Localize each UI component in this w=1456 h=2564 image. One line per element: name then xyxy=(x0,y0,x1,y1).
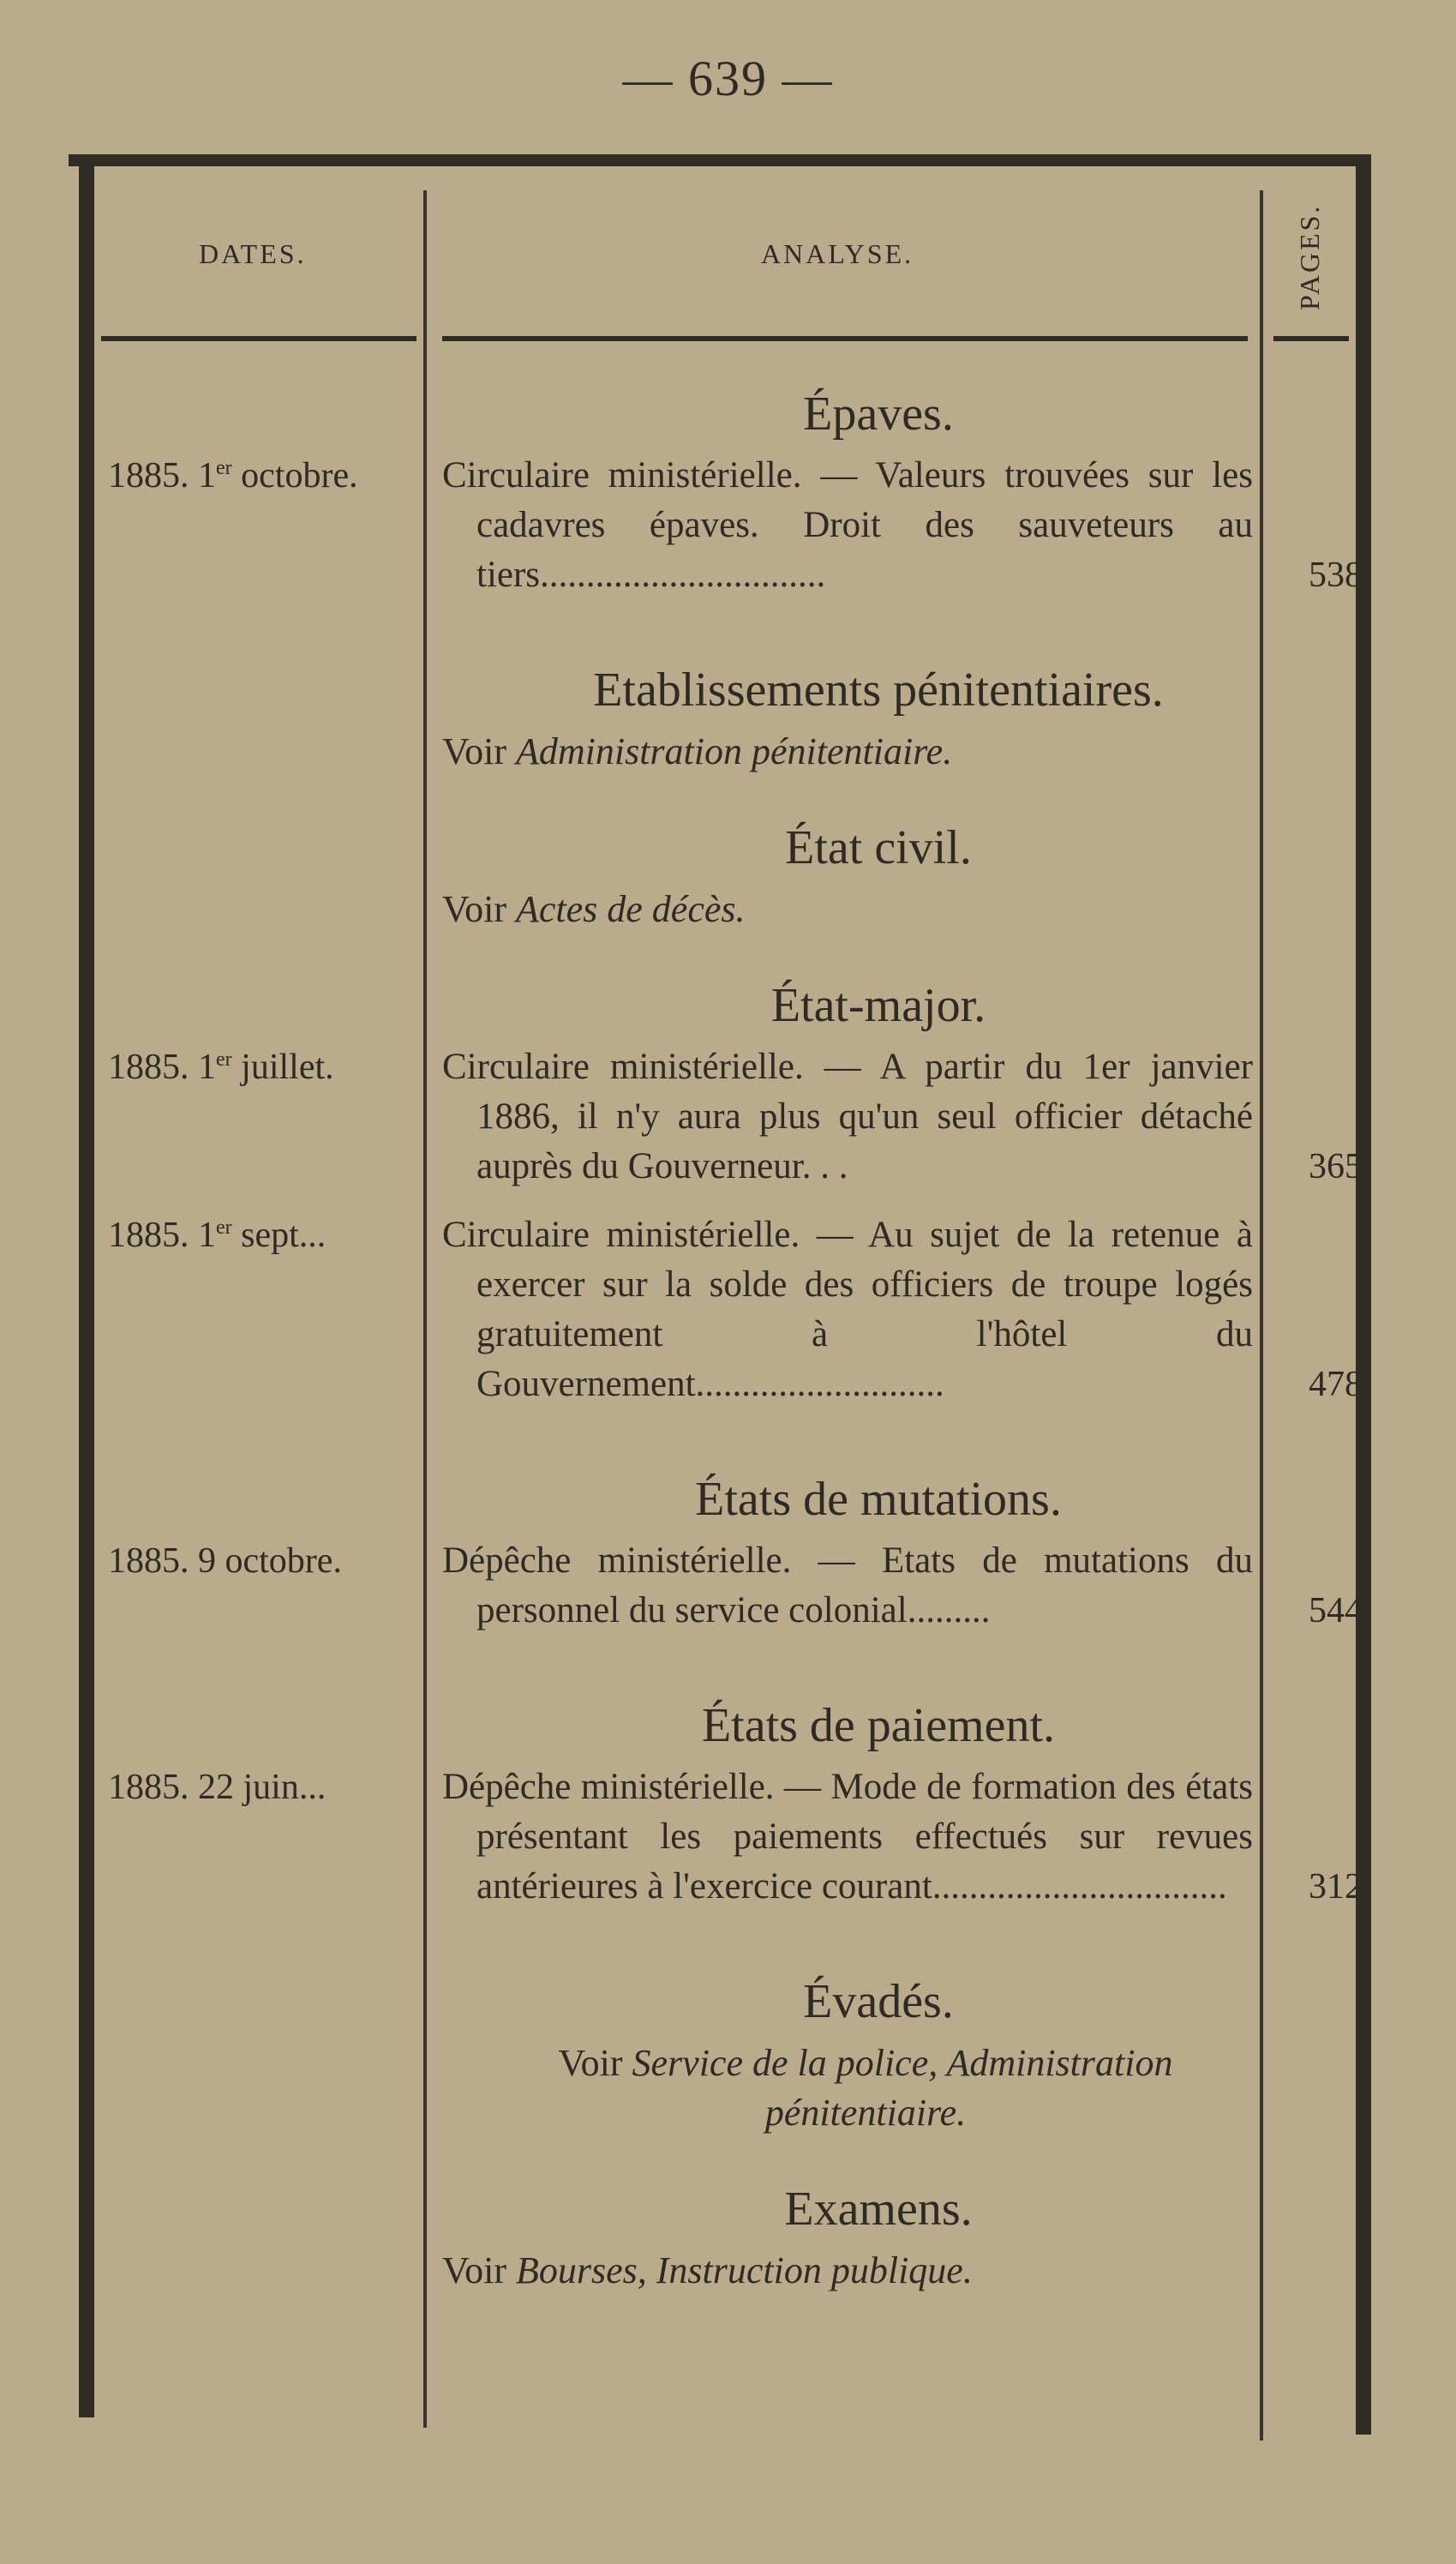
see-reference: Voir Administration pénitentiaire. xyxy=(442,730,953,772)
page-number: — 639 — xyxy=(622,51,834,106)
table-top-rule xyxy=(69,154,1369,166)
dates-header-underline xyxy=(101,336,416,341)
entry-page: 538 xyxy=(1309,555,1363,595)
pages-header-underline xyxy=(1273,336,1349,341)
analyse-column-header: ANALYSE. xyxy=(761,238,914,269)
dates-column-header: DATES. xyxy=(199,238,307,269)
section-epaves xyxy=(94,377,1363,600)
see-reference: Voir Bourses, Instruction publique. xyxy=(442,2249,973,2291)
index-entry xyxy=(94,1762,1363,1912)
see-reference-target: Administration pénitentiaire. xyxy=(515,730,953,772)
see-reference: Voir Service de la police, Administration pénitentiaire. xyxy=(558,2042,1173,2134)
entry-date: 1885. 1er juillet. xyxy=(108,1048,334,1087)
entry-date: 1885. 22 juin... xyxy=(108,1768,327,1807)
section-title: État civil. xyxy=(785,821,972,874)
entry-date: 1885. 1er sept... xyxy=(108,1216,327,1255)
entry-page: 365 xyxy=(1309,1147,1363,1186)
entry-text: Circulaire ministérielle. — Au sujet de la retenue à exercer sur la solde des officiers de troupe logés gratuitement à l'hôtel du Gouvernement........................... xyxy=(442,1215,1253,1404)
section-etat-major xyxy=(94,969,1363,1409)
index-content xyxy=(94,377,1363,2296)
section-etats-mutations xyxy=(94,1462,1363,1636)
section-etablissements xyxy=(94,653,1363,777)
entry-page: 544 xyxy=(1309,1591,1363,1630)
entry-text: Circulaire ministérielle. — A partir du 1er janvier 1886, il n'y aura plus qu'un seul officier détaché auprès du Gouverneur. . . xyxy=(442,1047,1253,1186)
entry-date: 1885. 1er octobre. xyxy=(108,456,358,495)
section-title: États de mutations. xyxy=(695,1473,1062,1526)
entry-page: 312 xyxy=(1309,1867,1363,1906)
index-entry xyxy=(94,451,1363,600)
analyse-header-underline xyxy=(442,336,1248,341)
see-reference-target: Bourses, Instruction publique. xyxy=(515,2249,973,2291)
section-title: Etablissements pénitentiaires. xyxy=(593,664,1164,717)
section-evades xyxy=(94,1965,1363,2138)
entry-text: Circulaire ministérielle. — Valeurs trouvées sur les cadavres épaves. Droit des sauveteurs au tiers............................... xyxy=(442,455,1253,595)
section-title: Examens. xyxy=(784,2183,973,2236)
table-left-rule xyxy=(79,154,94,2417)
see-reference-target: Service de la police, Administration pénitentiaire. xyxy=(632,2042,1173,2134)
see-reference-target: Actes de décès. xyxy=(515,888,746,930)
section-etats-paiement xyxy=(94,1689,1363,1912)
index-entry xyxy=(94,1042,1363,1192)
index-entry xyxy=(94,1536,1363,1636)
section-title: Évadés. xyxy=(803,1975,954,2028)
see-reference: Voir Actes de décès. xyxy=(442,888,746,930)
pages-column-header: PAGES. xyxy=(1294,203,1325,311)
index-entry xyxy=(94,1210,1363,1409)
section-etat-civil xyxy=(94,811,1363,934)
entry-text: Dépêche ministérielle. — Mode de formation des états présentant les paiements effectués sur revues antérieures à l'exercice courant................................ xyxy=(442,1767,1253,1906)
section-examens xyxy=(94,2172,1363,2296)
section-title: Épaves. xyxy=(803,387,954,441)
section-title: États de paiement. xyxy=(701,1699,1056,1752)
entry-date: 1885. 9 octobre. xyxy=(108,1541,342,1581)
section-title: État-major. xyxy=(770,979,986,1032)
entry-page: 478 xyxy=(1309,1365,1363,1404)
entry-text: Dépêche ministérielle. — Etats de mutations du personnel du service colonial......... xyxy=(442,1540,1253,1630)
